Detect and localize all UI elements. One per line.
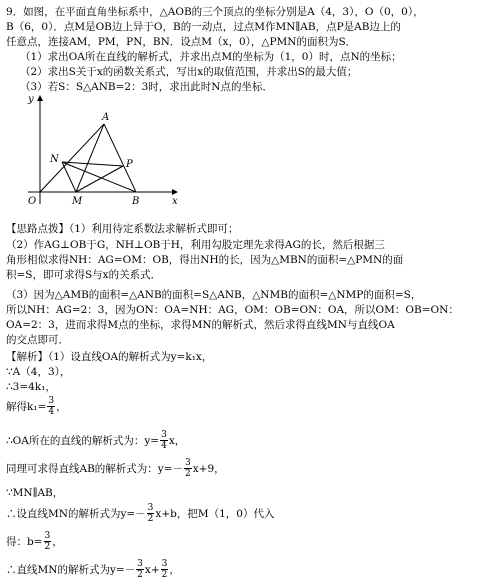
hint-line-8: 的交点即可． [6, 334, 69, 346]
segment-BN [62, 162, 136, 192]
question-2: （2）求出S关于x的函数关系式，写出x的取值范围，并求出S的最大值； [20, 66, 358, 78]
segment-AB [104, 124, 136, 192]
hint-line-5: （3）因为△AMB的面积=△ANB的面积=S△ANB，△NMB的面积=△NMP的面积=S， [6, 289, 422, 301]
solution-line-5: ∴OA所在的直线的解析式为：y= $\frac{3}{4}$ x， [6, 430, 186, 451]
solution-line-6: 同理可求得直线AB的解析式为：y=－ $\frac{3}{2}$ x+9， [6, 458, 225, 479]
label-x: x [172, 196, 178, 207]
hint-line-4: 积=S，即可求得S与x的关系式． [6, 269, 162, 281]
solution-line-1: 【解析】（1）设直线OA的解析式为y=k₁x， [6, 351, 213, 363]
label-P: P [126, 159, 133, 170]
hint-line-3: 角形相似求得NH：AG=OM：OB，得出NH的长，因为△MBN的面积=△PMN的面 [6, 254, 404, 266]
fraction: $\frac{3}{2}$ [147, 503, 154, 524]
solution-line-7: ∵MN∥AB， [6, 487, 64, 499]
fraction: $\frac{3}{4}$ [161, 430, 167, 451]
solution-line-9: 得：b= $\frac{3}{2}$ ， [6, 531, 63, 552]
hint-line-6: 所以NH：AG=2：3，因为ON：OA=NH：AG，OM：OB=ON：OA，所以OM：OB=ON： [6, 304, 459, 316]
fraction: $\frac{3}{2}$ [161, 559, 168, 580]
fraction: $\frac{3}{2}$ [44, 531, 51, 552]
geometry-figure [22, 92, 182, 212]
label-A: A [102, 112, 110, 123]
label-N: N [50, 154, 59, 165]
label-O: O [28, 196, 37, 207]
solution-line-4: 解得k₁= $\frac{3}{4}$ ， [6, 396, 67, 417]
hint-line-2: （2）作AG⊥OB于G，NH⊥OB于H，利用勾股定理先求得AG的长，然后根据三 [6, 239, 385, 251]
fraction: $\frac{3}{2}$ [185, 458, 191, 479]
problem-line-1: 9．如图，在平面直角坐标系中，△AOB的三个顶点的坐标分别是A（4，3），O（0，0）， [6, 6, 424, 18]
question-1: （1）求出OA所在直线的解析式，并求出点M的坐标为（1，0）时，点N的坐标； [20, 51, 402, 63]
fraction: $\frac{3}{4}$ [48, 396, 55, 417]
problem-line-3: 任意点，连接AM，PM，PN，BN．设点M（x，0），△PMN的面积为S． [6, 36, 357, 48]
question-3: （3）若S：S△ANB=2：3时，求出此时N点的坐标． [20, 81, 273, 93]
solution-line-2: ∵A（4，3）， [6, 366, 71, 378]
hint-line-7: OA=2：3，进而求得M点的坐标，求得MN的解析式，然后求得直线MN与直线OA [6, 319, 395, 331]
label-y: y [28, 94, 34, 105]
label-B: B [132, 196, 140, 207]
solution-line-10: ∴直线MN的解析式为y=－ $\frac{3}{2}$ x+ $\frac{3}{2}$ ， [6, 559, 180, 580]
fraction: $\frac{3}{2}$ [137, 559, 143, 580]
solution-line-8: ∴设直线MN的解析式为y=－ $\frac{3}{2}$ x+b，把M（1，0）代入 [6, 503, 275, 524]
segment-AM [76, 124, 104, 192]
problem-line-2: B（6，0）．点M是OB边上异于O，B的一动点，过点M作MN∥AB，点P是AB边上的 [6, 21, 401, 33]
segment-PM [76, 166, 123, 192]
hint-line-1: 【思路点拨】（1）利用待定系数法求解析式即可； [6, 223, 239, 235]
label-M: M [72, 196, 83, 207]
solution-line-3: ∴3=4k₁， [6, 381, 56, 393]
